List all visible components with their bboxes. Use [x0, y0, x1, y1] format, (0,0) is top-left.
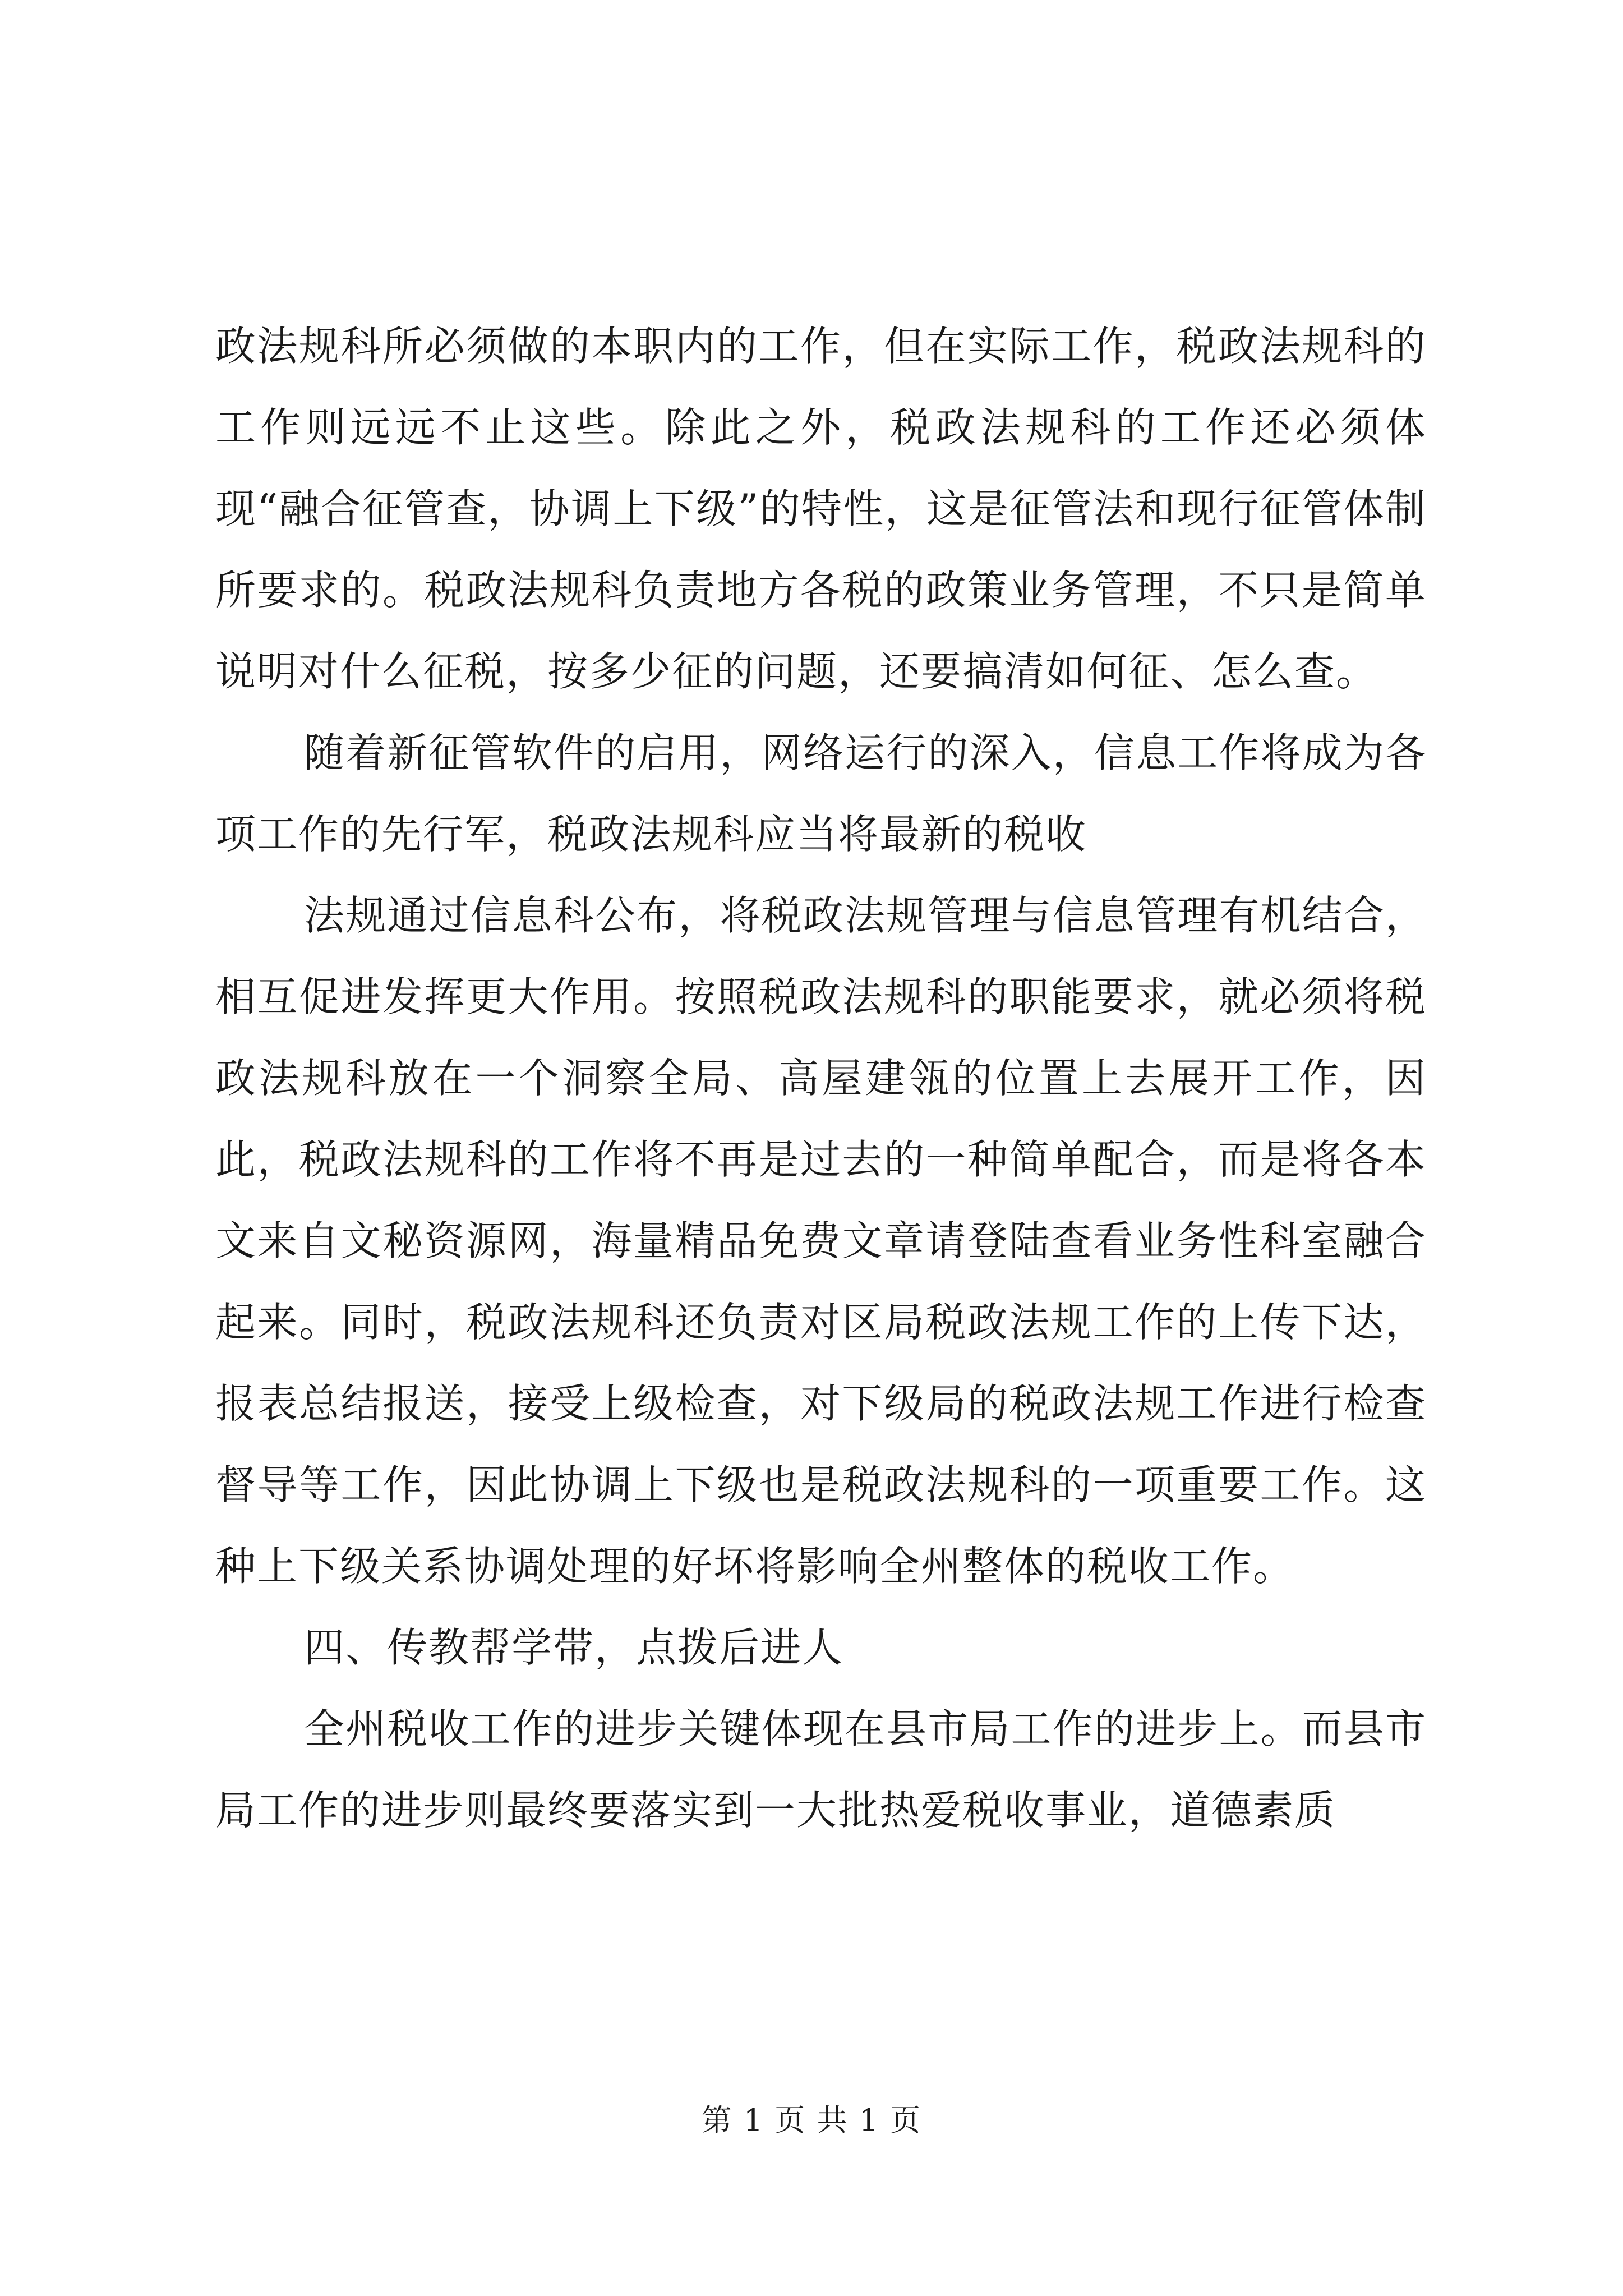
section-heading: 四、传教帮学带，点拨后进人	[304, 1624, 844, 1671]
paragraph: 全州税收工作的进步关键体现在县市局工作的进步上。而县市局工作的进步则最终要落实到一大批热爱税收事业，道德素质	[215, 1705, 1427, 1834]
page-number-footer: 第 1 页 共 1 页	[701, 2102, 922, 2138]
paragraph: 法规通过信息科公布，将税政法规管理与信息管理有机结合，相互促进发挥更大作用。按照税政法规科的职能要求，就必须将税政法规科放在一个洞察全局、高屋建瓴的位置上去展开工作，因此，税政法规科的工作将不再是过去的一种简单配合，而是将各本文来自文秘资源网，海量精品免费文章请登陆查看业务性科室融合起来。同时，税政法规科还负责对区局税政法规工作的上传下达，报表总结报送，接受上级检查，对下级局的税政法规工作进行检查督导等工作，因此协调上下级也是税政法规科的一项重要工作。这种上下级关系协调处理的好坏将影响全州整体的税收工作。	[215, 892, 1427, 1590]
document-body	[215, 306, 1427, 1851]
paragraph: 随着新征管软件的启用，网络运行的深入，信息工作将成为各项工作的先行军，税政法规科应当将最新的税收	[215, 729, 1427, 858]
paragraph: 政法规科所必须做的本职内的工作，但在实际工作，税政法规科的工作则远远不止这些。除此之外，税政法规科的工作还必须体现“融合征管查，协调上下级”的特性，这是征管法和现行征管体制所要求的。税政法规科负责地方各税的政策业务管理，不只是简单说明对什么征税，按多少征的问题，还要搞清如何征、怎么查。	[215, 323, 1427, 695]
